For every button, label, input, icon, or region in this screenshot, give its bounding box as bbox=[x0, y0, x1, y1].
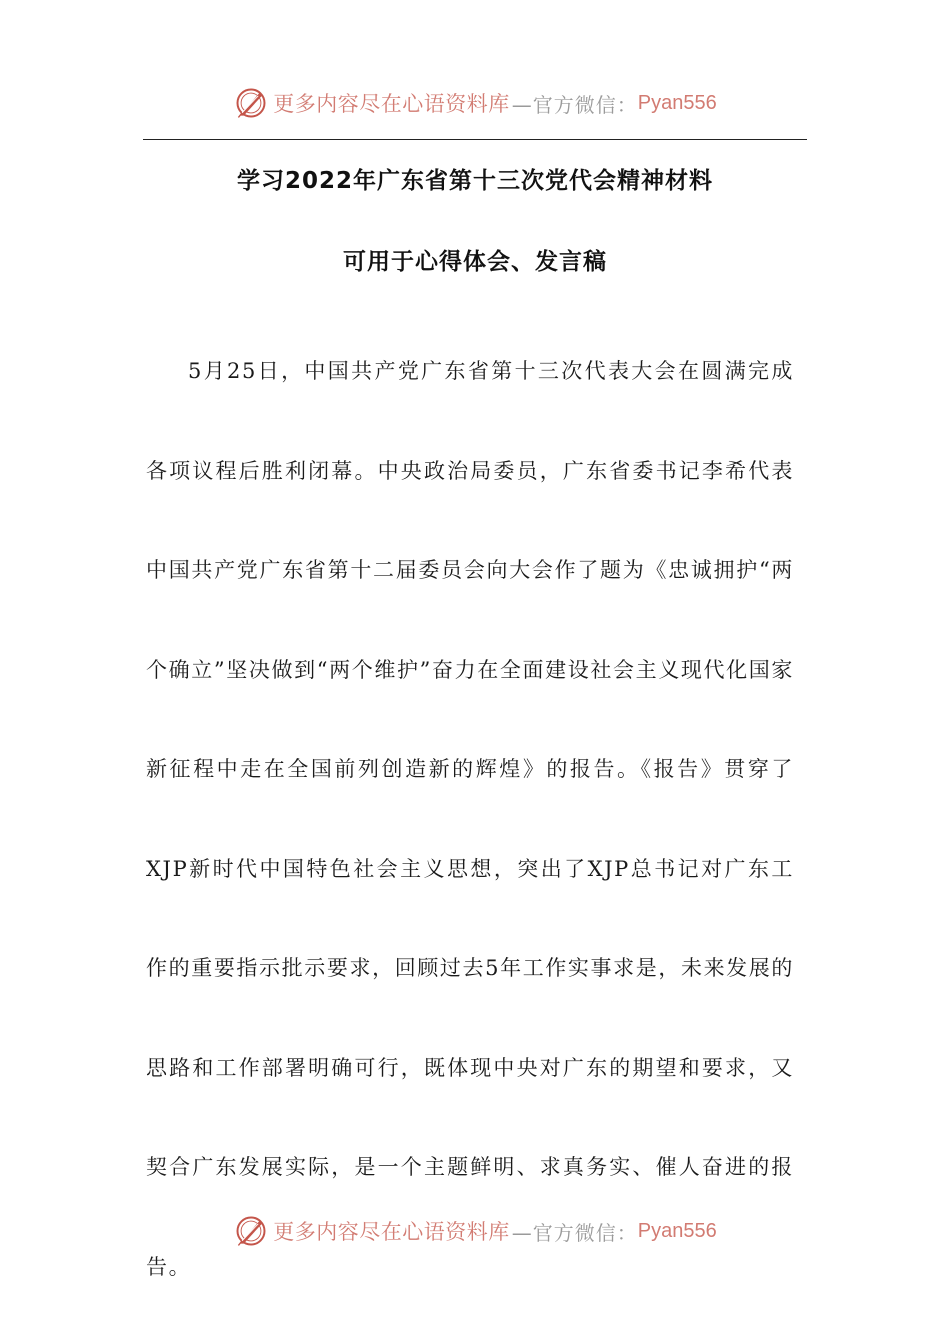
header-banner bbox=[0, 80, 950, 126]
quill-logo-icon bbox=[233, 85, 269, 121]
document-subtitle: 可用于心得体会、发言稿 bbox=[343, 249, 607, 275]
quill-logo-icon bbox=[233, 1213, 269, 1249]
banner-wechat-id: Pyan556 bbox=[637, 91, 717, 114]
footer-banner bbox=[0, 1208, 950, 1254]
banner-wechat-id: Pyan556 bbox=[637, 1219, 717, 1242]
body-paragraph: 5月25日，中国共产党广东省第十三次代表大会在圆满完成各项议程后胜利闭幕。中央政治局委员，广东省委书记李希代表中国共产党广东省第十二届委员会向大会作了题为《忠诚拥护“两个确立”坚决做到“两个维护”奋力在全面建设社会主义现代化国家新征程中走在全国前列创造新的辉煌》的报告。《报告》贯穿了XJP新时代中国特色社会主义思想，突出了XJP总书记对广东工作的重要指示批示要求，回顾过去5年工作实事求是，未来发展的思路和工作部署明确可行，既体现中央对广东的期望和要求，又契合广东发展实际，是一个主题鲜明、求真务实、催人奋进的报告。 bbox=[146, 359, 794, 1279]
header-divider bbox=[143, 139, 807, 140]
banner-brand-text: 更多内容尽在心语资料库 bbox=[273, 1220, 510, 1244]
banner-brand-text: 更多内容尽在心语资料库 bbox=[273, 92, 510, 116]
document-title: 学习2022年广东省第十三次党代会精神材料 bbox=[236, 168, 713, 194]
banner-separator-text: —官方微信： bbox=[511, 92, 638, 117]
banner-separator-text: —官方微信： bbox=[511, 1220, 638, 1245]
